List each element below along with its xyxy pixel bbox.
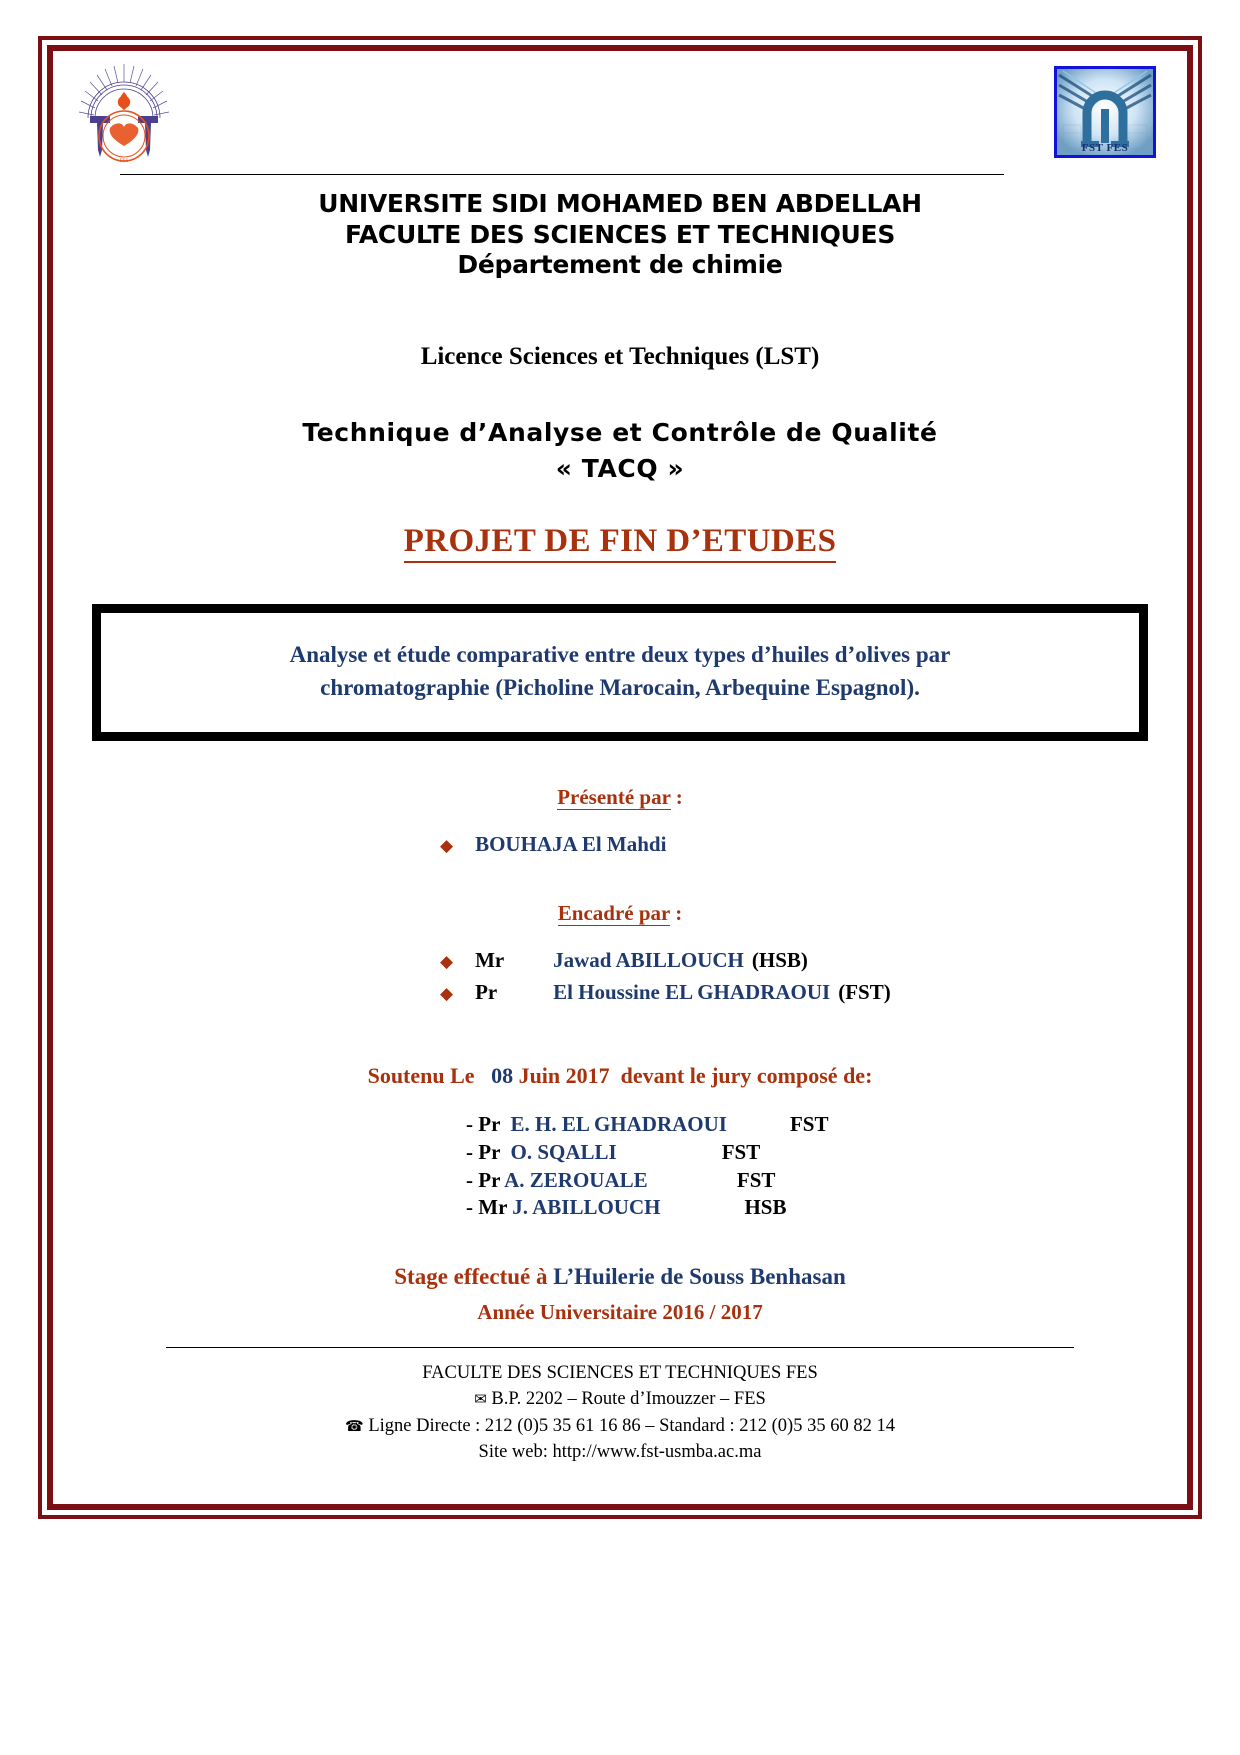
diamond-bullet-icon: ◆ (440, 984, 454, 1004)
diamond-bullet-icon: ◆ (440, 952, 454, 972)
jury-institution: FST (721, 1140, 761, 1165)
jury-list (62, 1111, 1178, 1222)
footer-address: B.P. 2202 – Route d’Imouzzer – FES (491, 1389, 766, 1410)
jury-rank: - Pr (466, 1140, 501, 1165)
presented-by-colon: : (670, 785, 683, 810)
jury-name: J. ABILLOUCH (512, 1195, 661, 1220)
supervisor-rank: Mr (475, 948, 505, 973)
defense-prefix: Soutenu Le (367, 1063, 475, 1089)
list-item (62, 980, 1178, 1005)
university-header (62, 189, 1178, 281)
table-row (466, 1139, 1178, 1167)
degree-title: Licence Sciences et Techniques (LST) (420, 342, 820, 370)
defense-date-day: 08 (491, 1063, 514, 1089)
fst-fes-logo (1054, 66, 1156, 158)
department-name: Département de chimie (457, 250, 783, 279)
internship-place: L’Huilerie de Souss Benhasan (553, 1264, 846, 1290)
supervised-by-label (62, 901, 1178, 926)
cover-page-content (62, 58, 1178, 1498)
jury-institution: FST (736, 1167, 776, 1192)
supervisor-name: Jawad ABILLOUCH (553, 948, 744, 973)
table-row (466, 1194, 1178, 1222)
svg-text:FES: FES (119, 159, 129, 164)
jury-institution: FST (789, 1112, 829, 1137)
page-footer (62, 1360, 1178, 1465)
internship-prefix: Stage effectué à (394, 1264, 548, 1290)
jury-name: A. ZEROUALE (504, 1167, 648, 1192)
jury-name: O. SQALLI (510, 1140, 617, 1165)
footer-divider (166, 1347, 1074, 1348)
faculty-name: FACULTE DES SCIENCES ET TECHNIQUES (344, 219, 896, 249)
supervisor-affiliation: (FST) (838, 980, 891, 1005)
footer-phone-row (62, 1413, 1178, 1439)
table-row (466, 1167, 1178, 1195)
student-name: BOUHAJA El Mahdi (475, 832, 667, 857)
document-type-heading (62, 523, 1178, 560)
supervised-by-colon: : (669, 901, 683, 926)
presented-by-label (62, 785, 1178, 810)
jury-rank: - Pr (466, 1112, 501, 1137)
defense-statement (62, 1063, 1178, 1089)
program-title-line1: Technique d’Analyse et Contrôle de Qualité (302, 417, 938, 447)
jury-name: E. H. EL GHADRAOUI (510, 1112, 727, 1137)
program-title (62, 415, 1178, 488)
academic-year: Année Universitaire 2016 / 2017 (477, 1300, 763, 1325)
student-list (62, 832, 1178, 857)
footer-faculty: FACULTE DES SCIENCES ET TECHNIQUES FES (422, 1363, 818, 1384)
defense-suffix: devant le jury composé de: (620, 1063, 873, 1089)
table-row (466, 1111, 1178, 1139)
mail-icon: ✉ (474, 1392, 487, 1409)
presented-by-label-text: Présenté par (557, 785, 671, 810)
supervised-by-label-text: Encadré par (557, 901, 670, 926)
defense-date-rest: Juin 2017 (518, 1063, 610, 1089)
supervisor-name: El Houssine EL GHADRAOUI (553, 980, 831, 1005)
thesis-subject-line1: Analyse et étude comparative entre deux types d’huiles d’olives par (289, 642, 951, 667)
footer-address-row (62, 1386, 1178, 1412)
phone-icon: ☎ (345, 1418, 364, 1435)
supervisor-affiliation: (HSB) (751, 948, 808, 973)
thesis-subject-line2: chromatographie (Picholine Marocain, Arbequine Espagnol). (320, 674, 920, 700)
internship-statement (62, 1264, 1178, 1290)
jury-rank: - Mr (466, 1195, 508, 1220)
jury-rank: - Pr (466, 1167, 501, 1192)
thesis-subject-box (92, 604, 1148, 741)
logo-row (62, 58, 1178, 178)
diamond-bullet-icon: ◆ (440, 836, 454, 856)
list-item (62, 832, 1178, 857)
footer-phone: Ligne Directe : 212 (0)5 35 61 16 86 – Standard : 212 (0)5 35 60 82 14 (368, 1415, 895, 1436)
jury-institution: HSB (744, 1195, 787, 1220)
supervisor-list (62, 948, 1178, 1005)
usmba-seal-icon (74, 58, 174, 170)
fst-fes-logo-label: FST FES (1081, 142, 1129, 154)
list-item (62, 948, 1178, 973)
program-title-line2: « TACQ » (555, 453, 685, 483)
document-type-text: PROJET DE FIN D’ETUDES (404, 523, 837, 563)
university-name: UNIVERSITE SIDI MOHAMED BEN ABDELLAH (318, 189, 922, 218)
supervisor-rank: Pr (475, 980, 498, 1005)
footer-website: Site web: http://www.fst-usmba.ac.ma (478, 1441, 762, 1462)
